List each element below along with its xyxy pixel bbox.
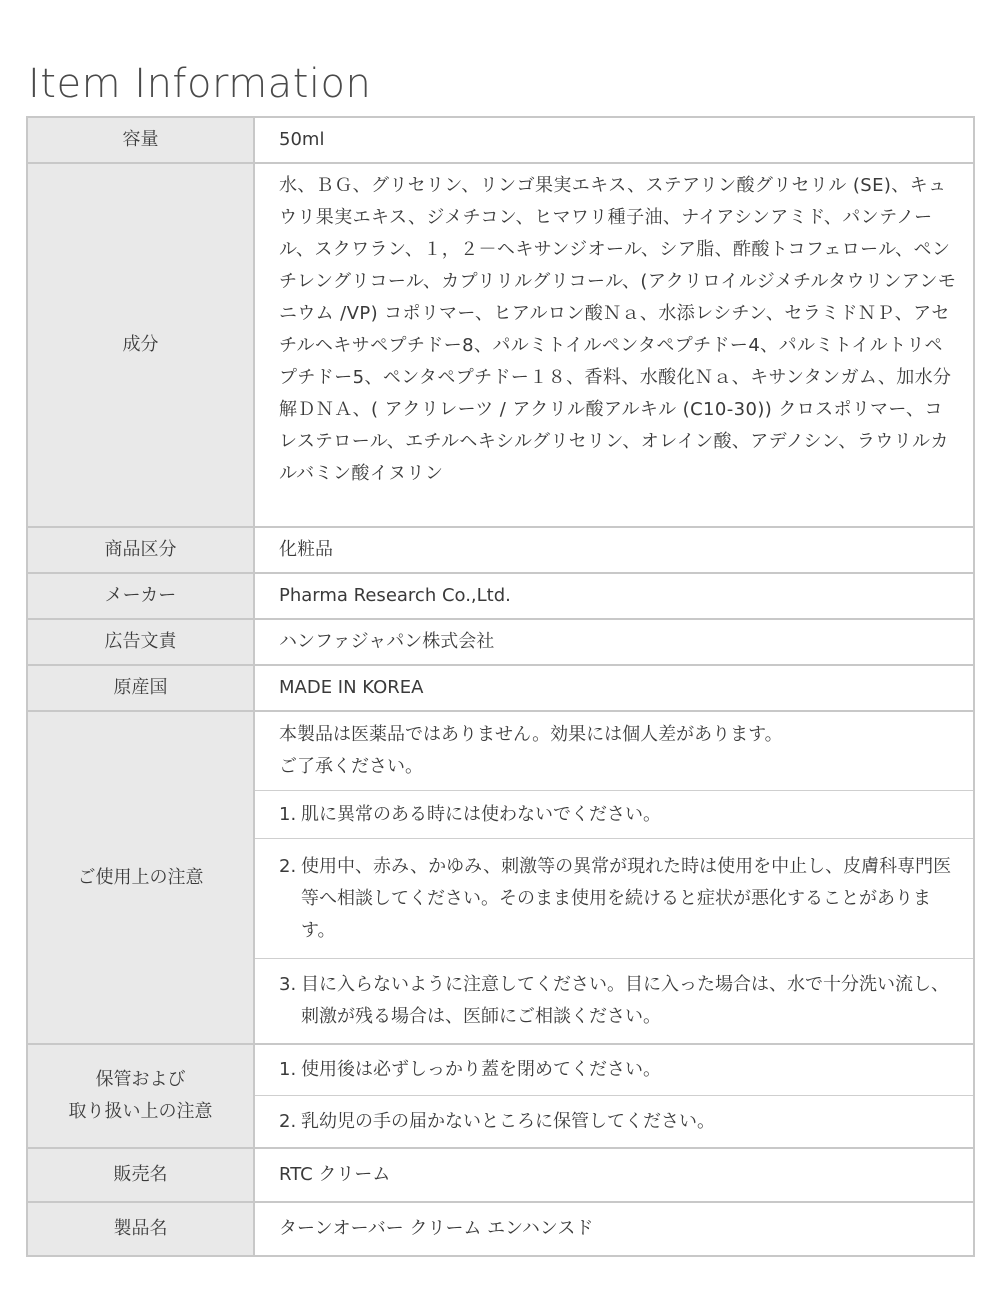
row-value: ハンファジャパン株式会社 <box>279 631 495 652</box>
item-text: 使用後は必ずしっかり蓋を閉めてください。 <box>301 1059 661 1080</box>
storage-cells <box>255 1045 973 1147</box>
row-sales-name <box>28 1149 973 1203</box>
row-value: MADE IN KOREA <box>279 677 424 698</box>
item-text: 使用中、赤み、かゆみ、刺激等の異常が現れた時は使用を中止し、皮膚科専門医等へ相談してください。そのまま使用を続けると症状が悪化することがあります。 <box>301 855 952 941</box>
row-label: 保管および 取り扱い上の注意 <box>28 1045 255 1147</box>
item-text: 目に入らないように注意してください。目に入った場合は、水で十分洗い流し、刺激が残る場合は、医師にご相談ください。 <box>301 974 949 1027</box>
row-value: ターンオーバー クリーム エンハンスド <box>279 1218 594 1239</box>
row-label: 容量 <box>28 118 255 162</box>
row-label: ご使用上の注意 <box>28 712 255 1043</box>
item-number: 3. <box>279 974 297 995</box>
row-storage <box>28 1045 973 1149</box>
row-capacity <box>28 118 973 164</box>
item-number: 2. <box>279 1110 297 1132</box>
row-product-name <box>28 1203 973 1257</box>
page-title: Item Information <box>28 61 372 107</box>
item-number: 1. <box>279 803 297 825</box>
item-number: 2. <box>279 855 297 877</box>
row-value: 化粧品 <box>279 539 333 560</box>
row-label: メーカー <box>28 574 255 618</box>
row-label: 成分 <box>28 164 255 526</box>
caution-item <box>255 839 973 959</box>
row-ingredients <box>28 164 973 528</box>
row-label: 製品名 <box>28 1203 255 1255</box>
storage-item <box>255 1045 973 1096</box>
item-info-table <box>26 116 975 1257</box>
storage-item <box>255 1096 973 1147</box>
item-number: 1. <box>279 1059 297 1080</box>
row-label: 原産国 <box>28 666 255 710</box>
caution-cells <box>255 712 973 1043</box>
row-category <box>28 528 973 574</box>
row-caution <box>28 712 973 1045</box>
caution-item <box>255 959 973 1043</box>
caution-intro: 本製品は医薬品ではありません。効果には個人差があります。 ご了承ください。 <box>255 712 973 791</box>
row-origin <box>28 666 973 712</box>
row-value: 50ml <box>279 129 325 150</box>
row-value: Pharma Research Co.,Ltd. <box>279 585 511 606</box>
item-text: 肌に異常のある時には使わないでください。 <box>301 803 661 825</box>
row-value: RTC クリーム <box>279 1164 391 1185</box>
row-advertiser <box>28 620 973 666</box>
row-label: 広告文責 <box>28 620 255 664</box>
row-label: 商品区分 <box>28 528 255 572</box>
row-label: 販売名 <box>28 1149 255 1201</box>
item-text: 乳幼児の手の届かないところに保管してください。 <box>301 1110 715 1132</box>
caution-item <box>255 791 973 839</box>
ingredients-text: 水、ＢＧ、グリセリン、リンゴ果実エキス、ステアリン酸グリセリル (SE)、キュウリ果実エキス、ジメチコン、ヒマワリ種子油、ナイアシンアミド、パンテノール、スクワラン、１，２－ヘキサンジオール、シア脂、酢酸トコフェロール、ペンチレングリコール、カプリリルグリコール、(アクリロイルジメチルタウリンアンモニウム /VP) コポリマー、ヒアルロン酸Ｎａ、水添レシチン、セラミドＮＰ、アセチルヘキサペプチドー8、パルミトイルペンタペプチドー4、パルミトイルトリペプチドー5、ペンタペプチドー１８、香料、水酸化Ｎａ、キサンタンガム、加水分解ＤＮＡ、( アクリレーツ / アクリル酸アルキル (C10-30)) クロスポリマー、コレステロール、エチルヘキシルグリセリン、オレイン酸、アデノシン、ラウリルカルバミン酸イヌリン <box>279 175 957 484</box>
row-maker <box>28 574 973 620</box>
